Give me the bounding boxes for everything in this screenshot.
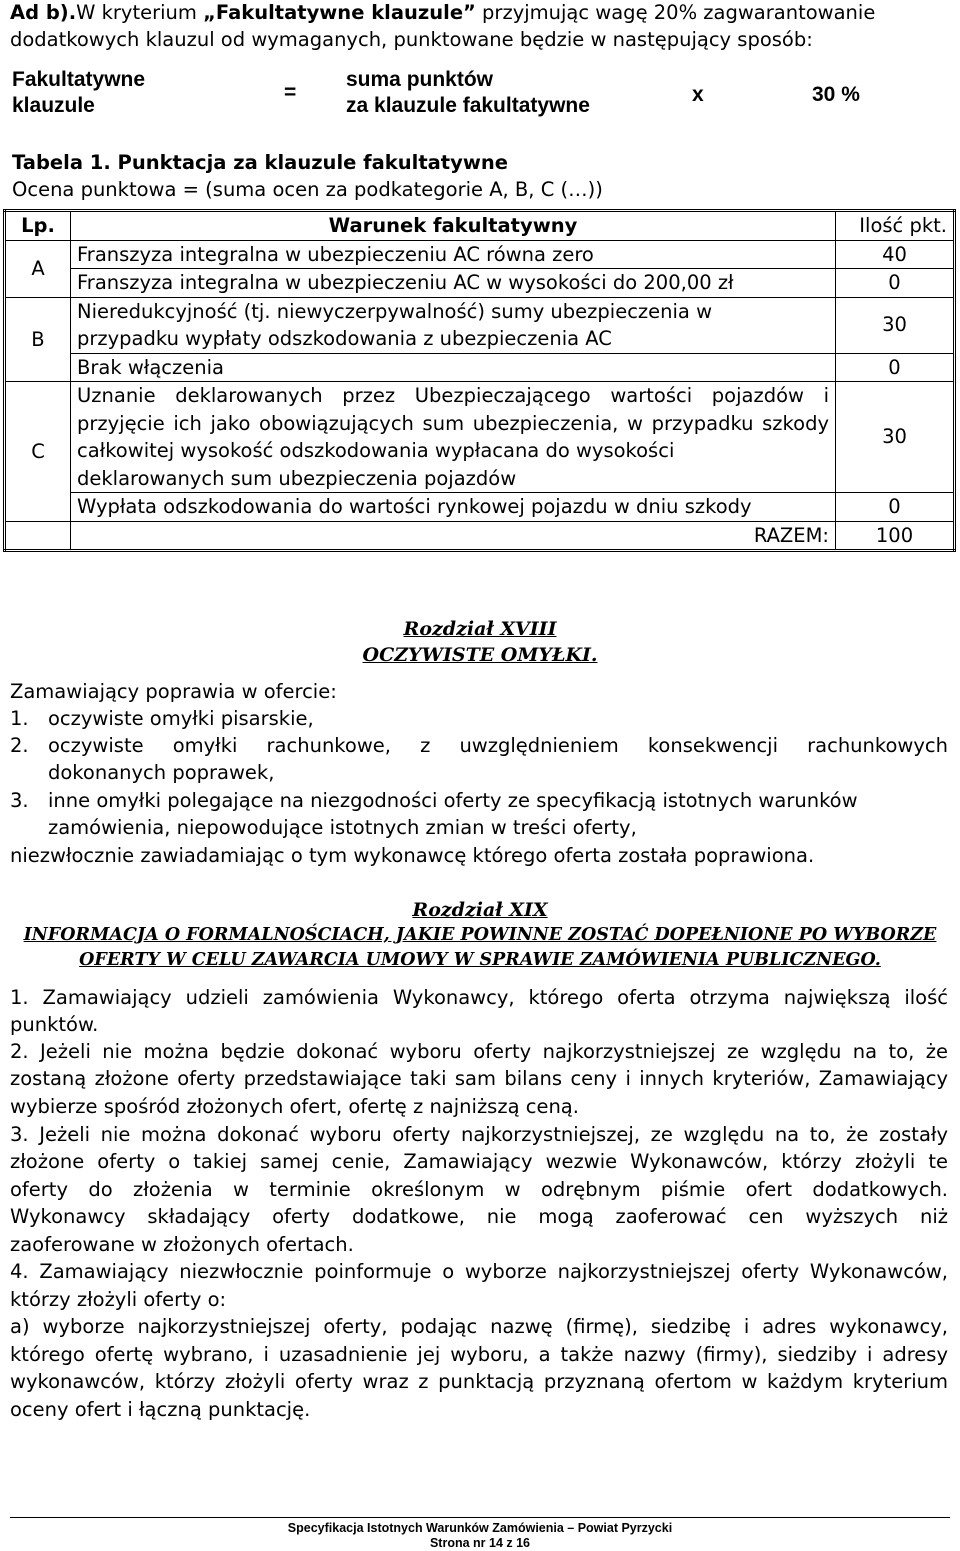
points-cell: 0 [836, 353, 955, 382]
total-empty-cell [5, 521, 71, 551]
chapter-19-subtitle-1: INFORMACJA O FORMALNOŚCIACH, JAKIE POWINNE ZOSTAĆ DOPEŁNIONE PO WYBORZE [23, 925, 937, 945]
footer-document-name: Specyfikacja Istotnych Warunków Zamówienia – Powiat Pyrzycki [287, 1521, 673, 1535]
condition-line: Uznanie deklarowanych przez Ubezpieczającego wartości pojazdów i [77, 384, 829, 407]
chapter-18-closing: niezwłocznie zawiadamiając o tym wykonawcę którego oferta została poprawiona. [10, 844, 815, 867]
condition-cell: Brak włączenia [71, 353, 836, 382]
chapter-18-subtitle: OCZYWISTE OMYŁKI. [362, 644, 598, 666]
condition-line: Nieredukcyjność (tj. niewyczerpywalność) sumy ubezpieczenia w [77, 299, 713, 323]
formula-mid-2: za klauzule fakultatywne [346, 94, 590, 117]
paragraph-a-line: którego ofertę wybrano, i uzasadnienie jej wyboru, a także nazwy (firmy), siedziby i adresy [10, 1343, 948, 1366]
table-title: Tabela 1. Punktacja za klauzule fakultatywne [12, 151, 508, 174]
paragraph-1-line: punktów. [10, 1013, 99, 1036]
table-header-row [5, 211, 955, 241]
condition-cell: Wypłata odszkodowania do wartości rynkowej pojazdu w dniu szkody [71, 493, 836, 522]
list-item-number: 3. [10, 789, 29, 812]
condition-cell [71, 297, 836, 353]
paragraph-3-line: 3. Jeżeli nie można dokonać wyboru oferty najkorzystniejszej, ze względu na to, że zostały [10, 1123, 948, 1146]
list-item: oczywiste omyłki rachunkowe, z uwzględnieniem konsekwencji rachunkowych [48, 734, 948, 757]
footer-divider [10, 1517, 950, 1518]
formula-left-2: klauzule [12, 94, 95, 117]
chapter-18-lead: Zamawiający poprawia w ofercie: [10, 680, 337, 703]
condition-line: całkowitej wysokość odszkodowania wypłacana do wysokości [77, 439, 675, 462]
paragraph-4-line: 4. Zamawiający niezwłocznie poinformuje o wyborze najkorzystniejszej oferty Wykonawców, [10, 1260, 948, 1283]
group-label-c: C [5, 382, 71, 522]
paragraph-3-line: zaoferowane w złożonych ofertach. [10, 1233, 354, 1256]
paragraph-4-line: którzy złożyli oferty o: [10, 1288, 227, 1311]
paragraph-2-line: wybierze spośród złożonych ofert, ofertę z najniższą ceną. [10, 1095, 579, 1118]
scoring-table [3, 209, 956, 552]
list-item-continuation: zamówienia, niepowodujące istotnych zmian w treści oferty, [48, 816, 637, 839]
chapter-19-subtitle-2: OFERTY W CELU ZAWARCIA UMOWY W SPRAWIE ZAMÓWIENIA PUBLICZNEGO. [79, 950, 881, 970]
formula-mid-1: suma punktów [346, 68, 494, 91]
table-row [5, 382, 955, 493]
condition-line: deklarowanych sum ubezpieczenia pojazdów [77, 466, 517, 490]
points-cell: 0 [836, 269, 955, 298]
group-label-b: B [5, 297, 71, 382]
formula-percent: 30 % [812, 83, 860, 106]
formula-left-1: Fakultatywne [12, 68, 146, 91]
points-cell: 30 [836, 297, 955, 353]
condition-cell: Franszyza integralna w ubezpieczeniu AC w wysokości do 200,00 zł [71, 269, 836, 298]
table-row [5, 353, 955, 382]
total-label: RAZEM: [71, 521, 836, 551]
list-item-number: 1. [10, 707, 29, 730]
chapter-18-title: Rozdział XVIII [403, 618, 557, 640]
paragraph-a-line: wykonawców, którzy złożyli oferty wraz z punktacją przyznaną ofertom w każdym kryterium [10, 1370, 948, 1393]
list-item: oczywiste omyłki pisarskie, [48, 707, 314, 730]
condition-line: przyjęcie ich jako obowiązujących sum ubezpieczenia, w przypadku szkody [77, 411, 829, 435]
group-label-a: A [5, 240, 71, 297]
table-row [5, 493, 955, 522]
table-total-row [5, 521, 955, 551]
paragraph-1-line: 1. Zamawiający udzieli zamówienia Wykonawcy, którego oferta otrzyma największą ilość [10, 986, 948, 1009]
paragraph-a-line: oceny ofert i łączną punktację. [10, 1398, 311, 1421]
paragraph-3-line: Wykonawcy składający oferty dodatkowe, nie mogą zaoferować cen wyższych niż [10, 1205, 948, 1228]
points-cell: 0 [836, 493, 955, 522]
points-cell: 30 [836, 382, 955, 493]
criterion-name: „Fakultatywne klauzule” [203, 1, 476, 24]
table-row [5, 269, 955, 298]
paragraph-3-line: oferty do złożenia w terminie określonym w odrębnym piśmie ofert dodatkowych. [10, 1178, 948, 1201]
paragraph-a-line: a) wyborze najkorzystniejszej oferty, podając nazwę (firmę), siedzibę i adres wykonawcy, [10, 1315, 948, 1338]
table-row [5, 297, 955, 353]
condition-line: przypadku wypłaty odszkodowania z ubezpieczenia AC [77, 327, 612, 350]
paragraph-3-line: złożone oferty o takiej samej cenie, Zamawiający wezwie Wykonawców, którzy złożyli te [10, 1150, 948, 1173]
header-lp: Lp. [5, 211, 71, 241]
intro-line-2: dodatkowych klauzul od wymaganych, punktowane będzie w następujący sposób: [10, 28, 813, 51]
paragraph-2-line: 2. Jeżeli nie można będzie dokonać wyboru oferty najkorzystniejszej ze względu na to, że [10, 1040, 948, 1063]
condition-cell: Franszyza integralna w ubezpieczeniu AC równa zero [71, 240, 836, 269]
intro-prefix: Ad b). [10, 1, 77, 24]
list-item-number: 2. [10, 734, 29, 757]
condition-cell [71, 382, 836, 493]
paragraph-2-line: zostaną złożone oferty przedstawiające taki sam bilans ceny i innych kryteriów, Zamawiający [10, 1067, 948, 1090]
formula-equals: = [284, 81, 297, 104]
intro-text-a: W kryterium [76, 1, 204, 24]
formula-times: x [692, 83, 704, 106]
total-value: 100 [836, 521, 955, 551]
table-row [5, 240, 955, 269]
header-points: Ilość pkt. [836, 211, 955, 241]
table-subtitle: Ocena punktowa = (suma ocen za podkategorie A, B, C (…)) [12, 178, 603, 201]
list-item-continuation: dokonanych poprawek, [48, 761, 275, 784]
chapter-19-title: Rozdział XIX [412, 899, 548, 921]
list-item: inne omyłki polegające na niezgodności oferty ze specyfikacją istotnych warunków [48, 789, 858, 812]
header-condition: Warunek fakultatywny [71, 211, 836, 241]
points-cell: 40 [836, 240, 955, 269]
intro-line-1 [10, 0, 875, 26]
footer-page-number: Strona nr 14 z 16 [429, 1536, 531, 1550]
intro-text-c: przyjmując wagę 20% zagwarantowanie [475, 1, 876, 24]
